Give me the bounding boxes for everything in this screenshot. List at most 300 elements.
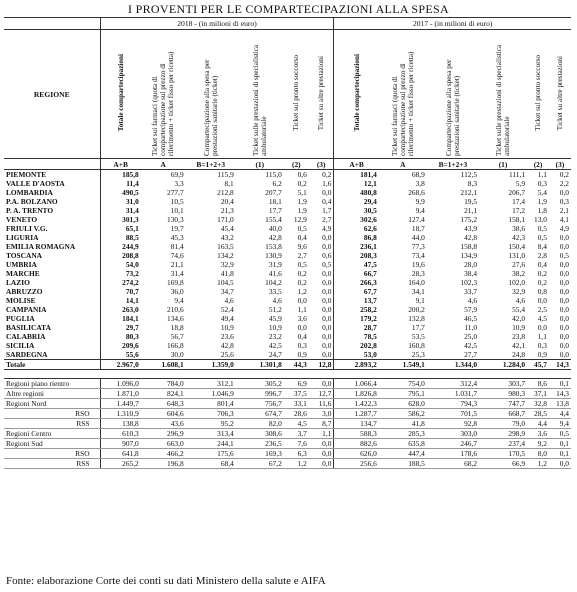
table-cell: 1.031,7: [427, 389, 479, 399]
col-header: Ticket sulle prestazioni di specialistica ambulatoriale: [495, 44, 512, 156]
row-label: P. A. TRENTO: [6, 206, 54, 215]
col-code: A+B: [100, 159, 141, 170]
table-cell: 701,5: [427, 409, 479, 419]
table-cell: 268,6: [408, 188, 425, 197]
column-header-row: [4, 30, 571, 159]
table-cell: 23,6: [220, 332, 234, 341]
table-cell: 1,1: [309, 429, 334, 439]
table-cell: 65,1: [100, 224, 141, 233]
table-cell: 31,4: [170, 269, 184, 278]
table-cell: 42,8: [268, 233, 282, 242]
table-cell: 1.871,0: [100, 389, 141, 399]
table-cell: 27,6: [512, 260, 526, 269]
table-cell: 302,6: [360, 215, 377, 224]
table-cell: 17,2: [512, 206, 526, 215]
table-cell: 1.449,7: [100, 399, 141, 409]
table-cell: 0,5: [559, 251, 569, 260]
table-cell: 13,8: [549, 399, 571, 409]
table-cell: 68,2: [427, 459, 479, 469]
table-cell: 2,7: [309, 215, 334, 224]
col-code: B=1+2+3: [186, 159, 236, 170]
col-code: A: [379, 159, 427, 170]
table-cell: 1.422,3: [334, 399, 379, 409]
table-cell: 42,1: [512, 341, 526, 350]
table-cell: 18,7: [411, 224, 425, 233]
source-note: Fonte: elaborazione Corte dei conti su dati Ministero della salute e AIFA: [6, 575, 326, 587]
table-cell: 14,3: [549, 389, 571, 399]
table-cell: 490,5: [100, 188, 141, 197]
table-cell: 158,8: [460, 242, 478, 251]
table-cell: 1.549,1: [379, 360, 427, 370]
table-cell: 4,6: [515, 296, 526, 305]
table-cell: 0,3: [537, 179, 547, 188]
row-label: RSS: [4, 459, 100, 469]
table-cell: 30,0: [170, 350, 184, 359]
table-cell: 175,2: [460, 215, 478, 224]
table-cell: 74,6: [170, 251, 184, 260]
table-cell: 747,7: [479, 399, 527, 409]
table-cell: 11,4: [100, 179, 141, 188]
table-cell: 184,1: [100, 314, 141, 323]
table-cell: 188,5: [379, 459, 427, 469]
table-cell: 33,1: [284, 399, 309, 409]
table-cell: 127,4: [408, 215, 425, 224]
table-cell: 1,7: [309, 206, 334, 215]
table-cell: 45,7: [527, 360, 549, 370]
table-cell: 170,5: [479, 449, 527, 459]
row-label: EMILIA ROMAGNA: [6, 242, 76, 251]
table-row: [4, 314, 571, 323]
table-cell: 277,7: [167, 188, 184, 197]
table-cell: 21,1: [170, 260, 184, 269]
table-cell: 169,8: [167, 278, 184, 287]
table-cell: 794,3: [427, 399, 479, 409]
table-cell: 7,6: [284, 439, 309, 449]
table-cell: 28,0: [464, 260, 478, 269]
table-cell: 181,4: [360, 170, 377, 179]
table-cell: 0,0: [549, 459, 571, 469]
table-cell: 236,5: [236, 439, 284, 449]
col-header: Ticket sui farmaci (quota di compartecipazione sul prezzo di riferimento + ticket fisso per ricetta): [390, 51, 415, 156]
col-code: (2): [527, 159, 549, 170]
table-cell: 6,2: [272, 179, 282, 188]
table-row: [4, 409, 571, 419]
table-cell: 130,3: [167, 215, 184, 224]
table-cell: 33,5: [268, 287, 282, 296]
table-cell: 73,4: [411, 251, 425, 260]
table-cell: 0,5: [297, 224, 307, 233]
table-cell: 1,8: [537, 206, 547, 215]
row-label: LAZIO: [6, 278, 30, 287]
table-cell: 67,7: [363, 287, 377, 296]
table-cell: 8,4: [537, 242, 547, 251]
table-cell: 55,4: [512, 305, 526, 314]
table-cell: 28,7: [363, 323, 377, 332]
table-cell: 0,2: [297, 179, 307, 188]
table-cell: 23,2: [268, 332, 282, 341]
col-code: A: [141, 159, 186, 170]
table-cell: 25,6: [220, 350, 234, 359]
table-row: [4, 399, 571, 409]
table-cell: 36,0: [170, 287, 184, 296]
table-cell: 0,0: [309, 332, 334, 341]
table-cell: 42,3: [512, 233, 526, 242]
col-header: Totale compartecipazioni: [352, 54, 361, 132]
table-cell: 4,6: [224, 296, 234, 305]
table-cell: 104,2: [265, 278, 282, 287]
table-cell: 28,3: [411, 269, 425, 278]
table-cell: 706,3: [186, 409, 236, 419]
table-cell: 209,6: [100, 341, 141, 350]
table-cell: 9,4: [549, 419, 571, 429]
row-label: UMBRIA: [6, 260, 37, 269]
table-cell: 160,8: [408, 341, 425, 350]
col-header: Ticket sul pronto soccorso: [534, 55, 542, 131]
table-cell: 1,1: [537, 170, 547, 179]
table-cell: 0,0: [559, 233, 569, 242]
table-cell: 0,5: [537, 224, 547, 233]
table-row: [4, 233, 571, 242]
row-label: Totale: [4, 360, 100, 370]
table-cell: 4,9: [309, 224, 334, 233]
table-cell: 0,4: [309, 197, 334, 206]
table-row: [4, 224, 571, 233]
table-row: [4, 251, 571, 260]
table-cell: 0,4: [537, 260, 547, 269]
table-cell: 111,1: [508, 170, 526, 179]
table-cell: 6,9: [284, 379, 309, 389]
table-cell: 3,8: [415, 179, 425, 188]
table-cell: 0,2: [537, 269, 547, 278]
table-cell: 41,6: [268, 269, 282, 278]
table-cell: 0,0: [559, 278, 569, 287]
row-label: LOMBARDIA: [6, 188, 53, 197]
table-cell: 131,0: [508, 251, 526, 260]
row-label: MOLISE: [6, 296, 36, 305]
row-label: Regioni Nord: [4, 399, 100, 409]
table-cell: 54,0: [100, 260, 141, 269]
table-cell: 0,9: [297, 350, 307, 359]
table-cell: 150,4: [508, 242, 526, 251]
row-label: Regioni piano rientro: [4, 379, 100, 389]
table-cell: 57,9: [464, 305, 478, 314]
table-cell: 274,2: [100, 278, 141, 287]
table-row: [4, 305, 571, 314]
table-cell: 2,1: [559, 206, 569, 215]
row-label: PUGLIA: [6, 314, 35, 323]
table-cell: 179,2: [360, 314, 377, 323]
table-cell: 164,0: [408, 278, 425, 287]
table-cell: 185,8: [100, 170, 141, 180]
table-cell: 19,5: [464, 197, 478, 206]
table-cell: 4,5: [537, 314, 547, 323]
table-row: [4, 419, 571, 429]
table-cell: 43,6: [141, 419, 186, 429]
table-cell: 1.301,8: [236, 360, 284, 370]
table-cell: 0,1: [549, 379, 571, 389]
table-cell: 0,3: [537, 341, 547, 350]
table-cell: 166,8: [167, 341, 184, 350]
table-cell: 0,5: [537, 233, 547, 242]
table-cell: 3,6: [297, 314, 307, 323]
row-label: CAMPANIA: [6, 305, 47, 314]
table-cell: 604,6: [141, 409, 186, 419]
table-cell: 5,4: [537, 188, 547, 197]
table-cell: 73,2: [100, 269, 141, 278]
table-cell: 208,8: [100, 251, 141, 260]
table-cell: 0,0: [309, 296, 334, 305]
col-header: Ticket sui farmaci (quota di compartecipazione sul prezzo di riferimento + ticket fisso per ricetta): [151, 51, 176, 156]
table-cell: 265,2: [100, 459, 141, 469]
table-cell: 303,0: [427, 429, 479, 439]
table-cell: 8,7: [309, 419, 334, 429]
table-cell: 2,5: [537, 305, 547, 314]
table-cell: 33,7: [464, 287, 478, 296]
table-cell: 1,9: [297, 197, 307, 206]
table-cell: 3,0: [309, 409, 334, 419]
table-cell: 0,3: [297, 341, 307, 350]
table-cell: 303,7: [479, 379, 527, 389]
region-header: REGIONE: [4, 30, 100, 159]
table-cell: 0,5: [297, 260, 307, 269]
table-cell: 42,5: [464, 341, 478, 350]
table-cell: 0,0: [559, 323, 569, 332]
table-cell: 24,8: [512, 350, 526, 359]
table-cell: 480,8: [360, 188, 377, 197]
table-cell: 17,4: [512, 197, 526, 206]
table-cell: 312,4: [427, 379, 479, 389]
table-cell: 51,2: [268, 305, 282, 314]
table-cell: 0,0: [559, 314, 569, 323]
row-label: VENETO: [6, 215, 38, 224]
col-header: Compartecipazione alla spesa per prestazioni sanitarie (ticket): [202, 59, 219, 156]
table-cell: 27,7: [464, 350, 478, 359]
table-cell: 66,7: [363, 269, 377, 278]
table-cell: 202,8: [360, 341, 377, 350]
row-label: SARDEGNA: [6, 350, 48, 359]
page-title: I PROVENTI PER LE COMPARTECIPAZIONI ALLA SPESA: [128, 2, 449, 16]
table-cell: 67,2: [236, 459, 284, 469]
table-cell: 12,9: [293, 215, 307, 224]
period-2017: 2017 - (in milioni di euro): [334, 18, 571, 30]
table-cell: 70,7: [100, 287, 141, 296]
table-cell: 10,1: [170, 206, 184, 215]
table-cell: 69,9: [170, 170, 184, 179]
row-label: P.A. BOLZANO: [6, 197, 58, 206]
table-cell: 4,6: [272, 296, 282, 305]
table-cell: 1,2: [284, 459, 309, 469]
table-cell: 0,0: [297, 323, 307, 332]
table-cell: 31,9: [268, 260, 282, 269]
table-row: [4, 242, 571, 251]
table-cell: 907,0: [100, 439, 141, 449]
table-cell: 0,0: [559, 287, 569, 296]
table-cell: 55,6: [100, 350, 141, 360]
row-label: FRIULI V.G.: [6, 224, 48, 233]
table-cell: 0,4: [297, 332, 307, 341]
table-row: [4, 215, 571, 224]
row-label: Regioni Sud: [4, 439, 100, 449]
table-row: [4, 278, 571, 287]
table-cell: 21,1: [464, 206, 478, 215]
table-cell: 674,7: [236, 409, 284, 419]
table-cell: 0,0: [537, 323, 547, 332]
table-cell: 12,7: [309, 389, 334, 399]
table-row: [4, 439, 571, 449]
table-row: [4, 206, 571, 215]
table-cell: 34,7: [220, 287, 234, 296]
table-cell: 301,3: [100, 215, 141, 224]
table-cell: 0,8: [537, 287, 547, 296]
table-cell: 2.967,0: [100, 360, 141, 370]
table-cell: 0,4: [297, 233, 307, 242]
table-cell: 3,7: [284, 429, 309, 439]
table-cell: 1.826,8: [334, 389, 379, 399]
table-cell: 6,3: [284, 449, 309, 459]
table-cell: 14,3: [549, 360, 571, 370]
row-label: PIEMONTE: [6, 170, 47, 179]
table-cell: 200,2: [408, 305, 425, 314]
row-label: Regioni Centro: [4, 429, 100, 439]
table-row: [4, 350, 571, 360]
table-cell: 0,0: [309, 459, 334, 469]
table-cell: 0,2: [537, 278, 547, 287]
table-cell: 42,0: [512, 314, 526, 323]
table-cell: 980,3: [479, 389, 527, 399]
table-cell: 28,6: [284, 409, 309, 419]
table-cell: 43,2: [220, 233, 234, 242]
row-label: Altre regioni: [4, 389, 100, 399]
table-row: [4, 449, 571, 459]
table-cell: 0,3: [559, 197, 569, 206]
table-cell: 0,2: [297, 269, 307, 278]
col-code: (2): [284, 159, 309, 170]
table-cell: 0,0: [559, 341, 569, 350]
table-cell: 8,0: [527, 449, 549, 459]
table-cell: 756,7: [236, 399, 284, 409]
table-cell: 158,1: [508, 215, 526, 224]
table-cell: 32,9: [220, 260, 234, 269]
table-cell: 9,9: [415, 197, 425, 206]
table-cell: 266,3: [360, 278, 377, 287]
table-cell: 42,8: [464, 233, 478, 242]
table-row: [4, 170, 571, 180]
table-row: [4, 179, 571, 188]
table-cell: 586,2: [379, 409, 427, 419]
table-cell: 153,8: [265, 242, 282, 251]
table-cell: 66,9: [479, 459, 527, 469]
table-cell: 0,0: [309, 439, 334, 449]
table-cell: 0,0: [297, 296, 307, 305]
table-cell: 0,0: [537, 296, 547, 305]
table-cell: 82,0: [236, 419, 284, 429]
table-cell: 236,1: [360, 242, 377, 251]
table-cell: 40,0: [268, 224, 282, 233]
row-label: RSO: [4, 449, 100, 459]
table-cell: 62,6: [363, 224, 377, 233]
table-cell: 38,4: [464, 269, 478, 278]
table-cell: 312,1: [186, 379, 236, 389]
table-cell: 668,7: [479, 409, 527, 419]
table-cell: 4,5: [284, 419, 309, 429]
table-cell: 5,9: [515, 179, 526, 188]
table-cell: 9,4: [415, 206, 425, 215]
table-cell: 95,2: [186, 419, 236, 429]
table-cell: 588,3: [334, 429, 379, 439]
table-cell: 28,5: [527, 409, 549, 419]
period-2018: 2018 - (in milioni di euro): [100, 18, 334, 30]
table-cell: 0,0: [559, 242, 569, 251]
table-cell: 9,2: [527, 439, 549, 449]
table-cell: 1.046,9: [186, 389, 236, 399]
table-cell: 112,5: [460, 170, 478, 179]
table-cell: 8,1: [224, 179, 234, 188]
table-cell: 138,8: [100, 419, 141, 429]
table-cell: 2,8: [537, 251, 547, 260]
table-cell: 86,8: [363, 233, 377, 242]
table-cell: 171,0: [217, 215, 234, 224]
table-row: [4, 429, 571, 439]
table-cell: 78,5: [363, 332, 377, 341]
table-cell: 41,8: [379, 419, 427, 429]
table-cell: 9,1: [415, 296, 425, 305]
spacer-row: [4, 370, 571, 379]
table-cell: 212,8: [217, 188, 234, 197]
table-row: [4, 341, 571, 350]
table-cell: 53,0: [363, 350, 377, 359]
table-cell: 79,0: [479, 419, 527, 429]
table-cell: 45,9: [268, 314, 282, 323]
table-cell: 20,4: [220, 197, 234, 206]
table-cell: 155,4: [265, 215, 282, 224]
table-cell: 0,0: [559, 260, 569, 269]
table-cell: 246,7: [427, 439, 479, 449]
table-cell: 3,3: [174, 179, 184, 188]
row-label: SICILIA: [6, 341, 35, 350]
col-code: B=1+2+3: [427, 159, 479, 170]
table-cell: 0,5: [549, 429, 571, 439]
table-cell: 641,8: [100, 449, 141, 459]
table-row: [4, 379, 571, 389]
table-cell: 4,4: [527, 419, 549, 429]
table-cell: 258,2: [360, 305, 377, 314]
table-cell: 1.284,0: [479, 360, 527, 370]
table-cell: 42,5: [268, 341, 282, 350]
table-cell: 32,9: [512, 287, 526, 296]
table-cell: 1.287,7: [334, 409, 379, 419]
table-cell: 2,2: [559, 179, 569, 188]
table-cell: 0,1: [549, 439, 571, 449]
table-cell: 0,0: [309, 242, 334, 251]
table-cell: 13,7: [363, 296, 377, 305]
table-cell: 17,7: [411, 323, 425, 332]
table-cell: 8,3: [467, 179, 478, 188]
table-cell: 80,3: [100, 332, 141, 341]
table-cell: 0,0: [309, 233, 334, 242]
table-cell: 801,4: [186, 399, 236, 409]
table-cell: 42,8: [220, 341, 234, 350]
table-cell: 19,7: [170, 224, 184, 233]
table-cell: 0,1: [549, 449, 571, 459]
table-cell: 31,4: [100, 206, 141, 215]
col-header: Ticket su altre prestazioni: [317, 55, 326, 131]
table-cell: 447,4: [379, 449, 427, 459]
table-cell: 0,0: [309, 269, 334, 278]
table-cell: 3,6: [527, 429, 549, 439]
table-cell: 8,6: [527, 379, 549, 389]
table-cell: 18,1: [268, 197, 282, 206]
table-cell: 1.096,0: [100, 379, 141, 389]
